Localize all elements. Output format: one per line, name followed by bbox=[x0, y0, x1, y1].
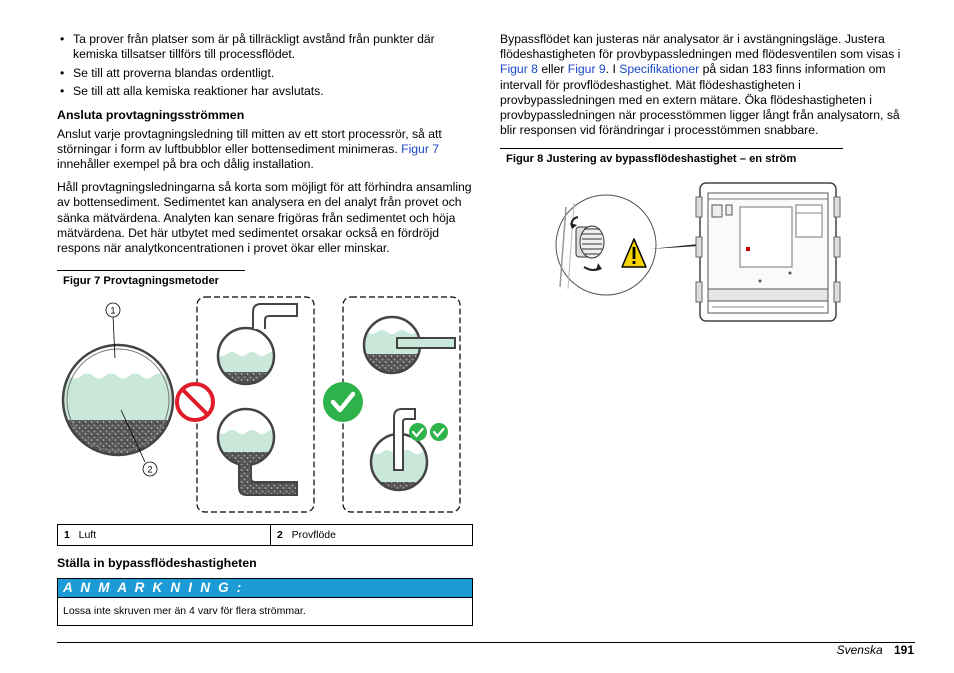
good-side-connection bbox=[357, 317, 455, 384]
large-pipe bbox=[57, 316, 187, 470]
figure7-illustration bbox=[57, 292, 473, 522]
right-column bbox=[500, 32, 912, 333]
paragraph-text: Anslut varje provtagningsledning till mitten av ett stort processrör, så att störningar i form av luftbubblor eller bottensediment minimeras. bbox=[57, 126, 442, 156]
legend-cell bbox=[271, 525, 473, 546]
callout-2 bbox=[143, 462, 157, 476]
legend-cell bbox=[58, 525, 271, 546]
section-heading: Ansluta provtagningsströmmen bbox=[57, 107, 245, 122]
paragraph-text: på sidan 183 finns information om intervall för provflödeshastighet. Mät flödeshastigheten i provbypassledningen med en extern mätare. Öka flödeshastigheten i provbypassledningen när processtömmen ligger långt från analysatorn, så blir responsen vid förändringar i processtömmen snabbare. bbox=[500, 62, 900, 138]
callout-1 bbox=[106, 303, 120, 317]
figure9-link[interactable]: Figur 9 bbox=[567, 62, 606, 77]
bullet-list bbox=[57, 32, 473, 100]
paragraph-text: Bypassflödet kan justeras när analysator är i avstängningsläge. Justera flödeshastigheten för provbypassledningen med flödesventilen som visas i bbox=[500, 32, 901, 62]
figure7-legend-table bbox=[57, 524, 473, 546]
page-footer bbox=[837, 643, 914, 657]
note-title: A N M A R K N I N G : bbox=[58, 579, 472, 597]
figure8-illustration bbox=[500, 177, 910, 333]
figure7-link[interactable]: Figur 7 bbox=[401, 141, 440, 156]
legend-number: 1 bbox=[64, 529, 70, 542]
legend-label: Provflöde bbox=[291, 529, 336, 542]
figure7-caption: Figur 7 Provtagningsmetoder bbox=[57, 270, 245, 288]
double-check-icon bbox=[409, 423, 448, 441]
footer-language: Svenska bbox=[836, 643, 883, 657]
table-row bbox=[58, 525, 473, 546]
good-center-connection bbox=[362, 409, 442, 502]
bullet-item: • Se till att alla kemiska reaktioner har avslutats. bbox=[57, 84, 473, 99]
flow-valve-zoom bbox=[556, 195, 656, 295]
footer-rule bbox=[57, 642, 915, 643]
analyzer-enclosure bbox=[696, 183, 840, 321]
bad-bottom-connection bbox=[207, 409, 297, 495]
figure8-caption: Figur 8 Justering av bypassflödeshastighet – en ström bbox=[500, 148, 843, 166]
left-column bbox=[57, 32, 473, 626]
bullet-item: • Ta prover från platser som är på tillräckligt avstånd från punkter där kemiska tillsatser tillförs till processflödet. bbox=[57, 32, 473, 63]
check-icon bbox=[323, 382, 363, 422]
paragraph-text: innehåller exempel på bra och dålig installation. bbox=[57, 157, 314, 172]
bad-top-connection bbox=[207, 304, 297, 392]
callout-2-label: 2 bbox=[147, 464, 153, 475]
prohibited-icon bbox=[177, 384, 213, 420]
legend-number: 2 bbox=[277, 529, 283, 542]
callout-1-label: 1 bbox=[110, 305, 116, 316]
page-number: 191 bbox=[893, 643, 914, 657]
bullet-item: • Se till att proverna blandas ordentligt. bbox=[57, 66, 473, 81]
paragraph-sediment: Håll provtagningsledningarna så korta som möjligt för att förhindra ansamling av bottensediment. Sedimentet kan analysera en del analyt från provet och sänka mätvärdena. Analyten kan senare frigöras från sedimentet och höja mätvärdena. Det här utbytet med sedimentet orsakar också en fördröjd respons när analytkoncentrationen i provet ökar eller minskar. bbox=[57, 180, 472, 256]
section-heading: Ställa in bypassflödeshastigheten bbox=[57, 556, 257, 571]
note-text: Lossa inte skruven mer än 4 varv för flera strömmar. bbox=[58, 597, 472, 625]
specifications-link[interactable]: Specifikationer bbox=[619, 62, 700, 77]
legend-label: Luft bbox=[78, 529, 97, 542]
paragraph-text: . I bbox=[605, 62, 620, 77]
paragraph-bypass bbox=[500, 32, 912, 138]
note-box bbox=[57, 578, 473, 626]
paragraph-connect bbox=[57, 127, 473, 173]
figure8-link[interactable]: Figur 8 bbox=[500, 62, 538, 77]
paragraph-text: eller bbox=[537, 62, 568, 77]
